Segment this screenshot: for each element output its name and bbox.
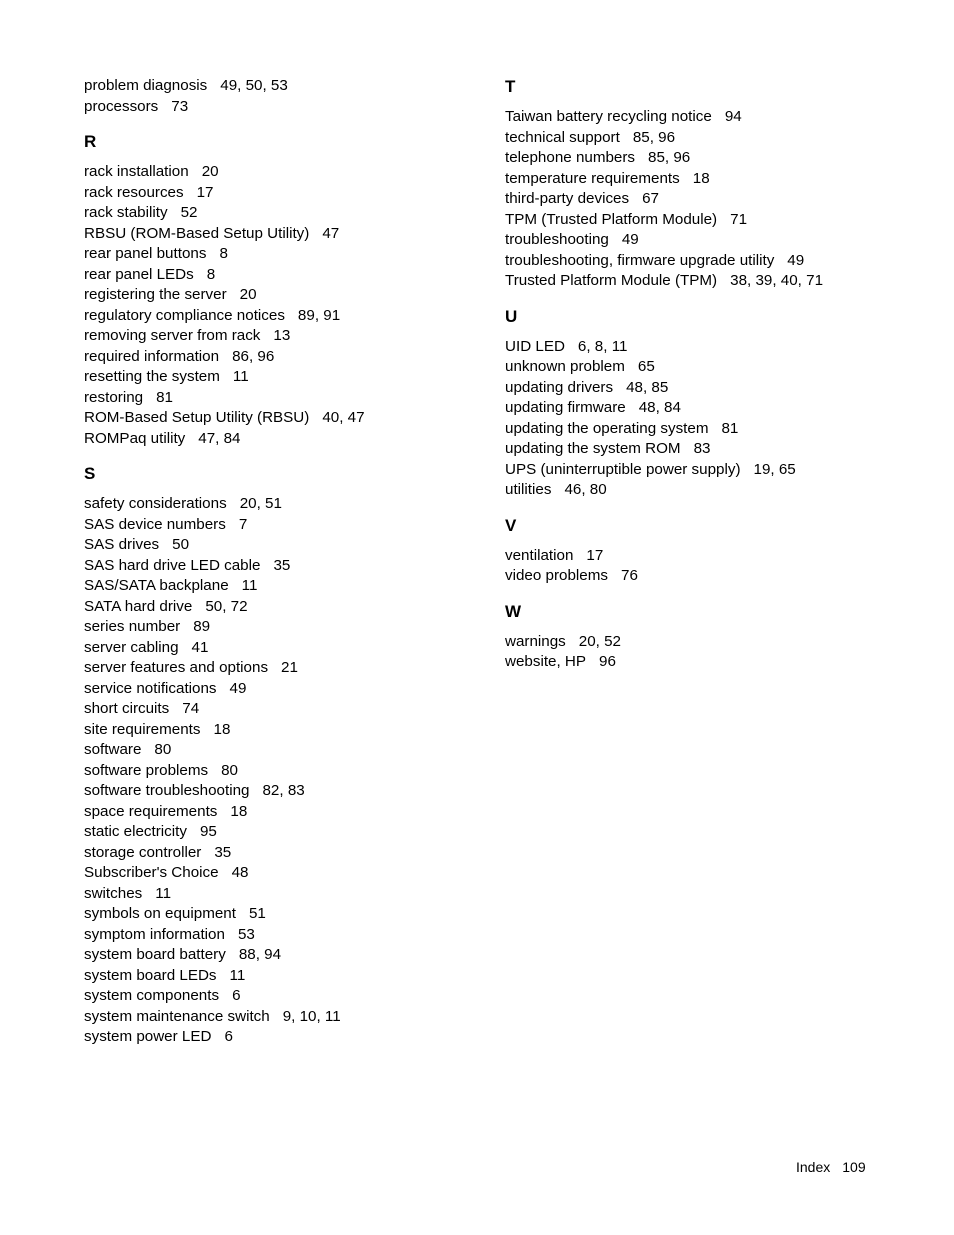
index-page-numbers[interactable]: 47 xyxy=(322,224,340,242)
index-term: system board LEDs xyxy=(84,966,217,984)
section-letter: U xyxy=(505,306,518,326)
index-entry xyxy=(84,515,365,536)
index-page-numbers[interactable]: 17 xyxy=(196,183,214,201)
index-entry xyxy=(84,966,365,987)
index-page-numbers[interactable]: 48 xyxy=(231,864,249,881)
index-term: website, HP xyxy=(505,653,587,670)
index-page-numbers[interactable]: 50 xyxy=(172,536,190,553)
index-page-numbers[interactable]: 11 xyxy=(155,884,172,902)
index-term: software xyxy=(84,741,142,758)
index-page-numbers[interactable]: 86, 96 xyxy=(232,347,275,365)
index-page-numbers[interactable]: 89, 91 xyxy=(297,306,341,324)
index-term: symptom information xyxy=(84,925,225,943)
index-page-numbers[interactable]: 49, 50, 53 xyxy=(220,77,288,94)
index-page-numbers[interactable]: 96 xyxy=(599,653,616,670)
index-term: ventilation xyxy=(505,546,574,564)
index-entry xyxy=(84,408,365,429)
index-page-numbers[interactable]: 17 xyxy=(586,546,604,564)
index-term: RBSU (ROM-Based Setup Utility) xyxy=(84,224,310,242)
index-page-numbers[interactable]: 49 xyxy=(787,251,805,269)
index-page-numbers[interactable]: 41 xyxy=(191,638,209,656)
index-entry xyxy=(505,480,823,501)
section-letter: T xyxy=(505,77,516,96)
index-term: unknown problem xyxy=(505,358,625,375)
index-term: rear panel LEDs xyxy=(84,265,194,283)
index-term: updating drivers xyxy=(505,378,614,396)
index-term: third-party devices xyxy=(505,190,630,207)
index-entry xyxy=(84,740,365,761)
index-entry xyxy=(505,189,823,210)
index-term: service notifications xyxy=(84,679,217,697)
footer-label: Index xyxy=(796,1159,831,1175)
index-term: troubleshooting, firmware upgrade utility xyxy=(505,251,775,269)
index-entry xyxy=(505,632,823,653)
index-entry xyxy=(84,720,365,741)
index-entry xyxy=(84,822,365,843)
section-letter: W xyxy=(505,601,522,621)
index-entry xyxy=(84,244,365,265)
index-page-numbers[interactable]: 76 xyxy=(621,567,638,584)
index-page-numbers[interactable]: 95 xyxy=(199,823,217,840)
index-page-numbers[interactable]: 48, 85 xyxy=(626,378,669,396)
index-page-numbers[interactable]: 46, 80 xyxy=(564,481,607,498)
index-term: removing server from rack xyxy=(84,327,261,344)
index-term: rear panel buttons xyxy=(84,245,207,262)
index-entry xyxy=(505,652,823,673)
index-entry xyxy=(84,162,365,183)
index-entry xyxy=(505,460,823,481)
index-page-numbers[interactable]: 85, 96 xyxy=(648,149,691,166)
index-term: safety considerations xyxy=(84,495,227,512)
index-term: video problems xyxy=(505,567,608,584)
index-entry xyxy=(84,699,365,720)
footer-page-number: 109 xyxy=(842,1159,866,1175)
index-page-numbers[interactable]: 18 xyxy=(692,169,710,187)
index-entry xyxy=(84,679,365,700)
index-term: site requirements xyxy=(84,720,201,738)
index-page-numbers[interactable]: 73 xyxy=(171,97,189,115)
index-entry xyxy=(84,658,365,679)
index-entry xyxy=(84,429,365,450)
index-entry xyxy=(84,306,365,327)
index-term: ROM-Based Setup Utility (RBSU) xyxy=(84,409,310,426)
index-entry xyxy=(84,285,365,306)
index-term: rack stability xyxy=(84,204,168,221)
index-entry xyxy=(84,535,365,556)
index-entry xyxy=(505,169,823,190)
index-page-numbers[interactable]: 20 xyxy=(201,163,219,180)
index-entry xyxy=(84,556,365,577)
index-term: registering the server xyxy=(84,286,227,303)
index-entry xyxy=(505,107,823,128)
index-page-numbers[interactable]: 52 xyxy=(180,204,198,221)
index-entry xyxy=(505,398,823,419)
section-letter: S xyxy=(84,464,96,483)
index-term: short circuits xyxy=(84,700,170,717)
index-page-numbers[interactable]: 89 xyxy=(193,618,211,635)
index-section-t xyxy=(505,76,823,292)
index-entry xyxy=(84,347,365,368)
index-term: static electricity xyxy=(84,823,187,840)
index-page-numbers[interactable]: 6 xyxy=(232,987,241,1004)
index-entry xyxy=(505,148,823,169)
index-page-numbers[interactable]: 49 xyxy=(229,679,247,697)
index-page-numbers[interactable]: 35 xyxy=(273,556,291,574)
index-entry xyxy=(84,76,365,97)
index-entry xyxy=(505,210,823,231)
index-section-u xyxy=(505,306,823,501)
section-letter: V xyxy=(505,515,517,535)
index-entry xyxy=(84,97,365,118)
index-page-numbers[interactable]: 80 xyxy=(154,741,172,758)
index-term: warnings xyxy=(505,632,566,650)
index-term: system board battery xyxy=(84,946,226,963)
index-term: space requirements xyxy=(84,802,218,820)
index-page-numbers[interactable]: 21 xyxy=(281,659,298,676)
index-term: updating the system ROM xyxy=(505,440,681,457)
index-term: utilities xyxy=(505,481,552,498)
index-term: server features and options xyxy=(84,659,269,676)
index-entry xyxy=(84,904,365,925)
index-entry xyxy=(505,230,823,251)
index-entry xyxy=(84,265,365,286)
index-entry xyxy=(505,546,823,567)
index-term: system power LED xyxy=(84,1028,212,1045)
section-letter: R xyxy=(84,132,97,151)
index-entry xyxy=(505,357,823,378)
index-term: series number xyxy=(84,618,181,635)
index-term: storage controller xyxy=(84,843,202,861)
index-term: problem diagnosis xyxy=(84,77,208,94)
index-page-numbers[interactable]: 71 xyxy=(730,210,748,228)
index-page-numbers[interactable]: 50, 72 xyxy=(205,597,248,615)
index-entry xyxy=(84,367,365,388)
index-term: SAS drives xyxy=(84,536,160,553)
index-entry xyxy=(84,925,365,946)
index-entry xyxy=(505,419,823,440)
index-page-numbers[interactable]: 51 xyxy=(248,905,266,922)
index-section-v xyxy=(505,515,823,587)
index-entry xyxy=(84,203,365,224)
index-section-w xyxy=(505,601,823,673)
index-term: telephone numbers xyxy=(505,149,636,166)
index-page-numbers[interactable]: 88, 94 xyxy=(238,946,282,963)
index-page-numbers[interactable]: 65 xyxy=(637,358,655,375)
index-page-numbers[interactable]: 18 xyxy=(213,720,231,738)
index-entry xyxy=(84,388,365,409)
index-page-numbers[interactable]: 85, 96 xyxy=(632,128,676,146)
index-entry xyxy=(84,183,365,204)
index-page-numbers[interactable]: 11 xyxy=(241,577,258,594)
index-entry xyxy=(84,884,365,905)
index-term: symbols on equipment xyxy=(84,905,236,922)
index-term: regulatory compliance notices xyxy=(84,306,285,324)
index-entry xyxy=(84,1007,365,1028)
index-term: server cabling xyxy=(84,638,179,656)
index-term: Subscriber's Choice xyxy=(84,864,219,881)
index-entry xyxy=(505,337,823,358)
index-page-numbers[interactable]: 53 xyxy=(237,925,255,943)
index-page-numbers[interactable]: 13 xyxy=(273,327,291,344)
index-page-numbers[interactable]: 6, 8, 11 xyxy=(577,337,628,355)
index-entry xyxy=(505,566,823,587)
index-entry xyxy=(84,761,365,782)
index-term: Trusted Platform Module (TPM) xyxy=(505,272,718,289)
index-page-numbers[interactable]: 83 xyxy=(693,440,711,457)
index-term: updating firmware xyxy=(505,399,626,416)
index-entry xyxy=(505,439,823,460)
index-page-numbers[interactable]: 49 xyxy=(621,231,639,248)
index-term: updating the operating system xyxy=(505,419,709,437)
index-term: restoring xyxy=(84,388,144,406)
index-page-numbers[interactable]: 35 xyxy=(214,843,232,861)
index-entry xyxy=(84,617,365,638)
index-page-numbers[interactable]: 20, 51 xyxy=(239,495,282,512)
index-section-continued xyxy=(84,76,365,117)
index-term: system maintenance switch xyxy=(84,1007,270,1025)
index-page-numbers[interactable]: 19, 65 xyxy=(753,460,796,478)
index-section-s xyxy=(84,463,365,1048)
index-term: SAS/SATA backplane xyxy=(84,577,229,594)
index-term: rack resources xyxy=(84,183,184,201)
index-entry xyxy=(84,224,365,245)
index-page-numbers[interactable]: 11 xyxy=(229,966,246,984)
index-entry xyxy=(84,986,365,1007)
index-entry xyxy=(84,597,365,618)
index-term: temperature requirements xyxy=(505,169,680,187)
index-term: TPM (Trusted Platform Module) xyxy=(505,210,718,228)
index-page-numbers[interactable]: 6 xyxy=(224,1028,233,1045)
index-entry xyxy=(505,251,823,272)
index-term: SAS device numbers xyxy=(84,515,226,533)
index-term: system components xyxy=(84,987,220,1004)
index-term: required information xyxy=(84,347,220,365)
index-term: ROMPaq utility xyxy=(84,429,186,447)
index-entry xyxy=(84,802,365,823)
index-page-numbers[interactable]: 67 xyxy=(642,190,659,207)
index-section-r xyxy=(84,131,365,449)
index-page-numbers[interactable]: 9, 10, 11 xyxy=(282,1007,341,1025)
index-term: rack installation xyxy=(84,163,189,180)
index-page-numbers[interactable]: 38, 39, 40, 71 xyxy=(730,272,824,289)
index-term: software troubleshooting xyxy=(84,782,250,799)
index-page-numbers[interactable]: 82, 83 xyxy=(262,782,305,799)
index-page-numbers[interactable]: 74 xyxy=(182,700,200,717)
index-entry xyxy=(84,576,365,597)
index-term: Taiwan battery recycling notice xyxy=(505,108,712,125)
index-page-numbers[interactable]: 40, 47 xyxy=(322,409,365,426)
index-entry xyxy=(84,326,365,347)
index-entry xyxy=(84,494,365,515)
index-page-numbers[interactable]: 81 xyxy=(156,388,173,406)
index-term: SAS hard drive LED cable xyxy=(84,556,261,574)
index-entry xyxy=(84,863,365,884)
index-entry xyxy=(505,378,823,399)
index-page-numbers[interactable]: 20 xyxy=(239,286,257,303)
index-entry xyxy=(84,945,365,966)
index-page-numbers[interactable]: 18 xyxy=(230,802,248,820)
index-term: UPS (uninterruptible power supply) xyxy=(505,460,741,478)
index-page-numbers[interactable]: 11 xyxy=(232,368,249,385)
index-page-numbers[interactable]: 80 xyxy=(221,761,238,779)
index-term: processors xyxy=(84,97,159,115)
index-page-numbers[interactable]: 94 xyxy=(724,108,742,125)
index-entry xyxy=(84,638,365,659)
index-term: resetting the system xyxy=(84,368,220,385)
page-footer xyxy=(796,1157,866,1177)
index-term: technical support xyxy=(505,128,620,146)
index-page-numbers[interactable]: 81 xyxy=(721,419,739,437)
index-page-numbers[interactable]: 20, 52 xyxy=(578,632,622,650)
index-term: software problems xyxy=(84,761,209,779)
index-term: troubleshooting xyxy=(505,231,609,248)
index-page-numbers[interactable]: 47, 84 xyxy=(198,429,241,447)
index-entry xyxy=(505,271,823,292)
index-term: UID LED xyxy=(505,337,565,355)
index-entry xyxy=(84,843,365,864)
index-page-numbers[interactable]: 8 xyxy=(206,265,216,283)
index-term: switches xyxy=(84,884,143,902)
index-entry xyxy=(84,781,365,802)
index-page-numbers[interactable]: 48, 84 xyxy=(638,399,681,416)
index-page-numbers[interactable]: 8 xyxy=(219,245,228,262)
index-page-numbers[interactable]: 7 xyxy=(238,515,248,533)
index-term: SATA hard drive xyxy=(84,597,193,615)
index-entry xyxy=(84,1027,365,1048)
index-entry xyxy=(505,128,823,149)
